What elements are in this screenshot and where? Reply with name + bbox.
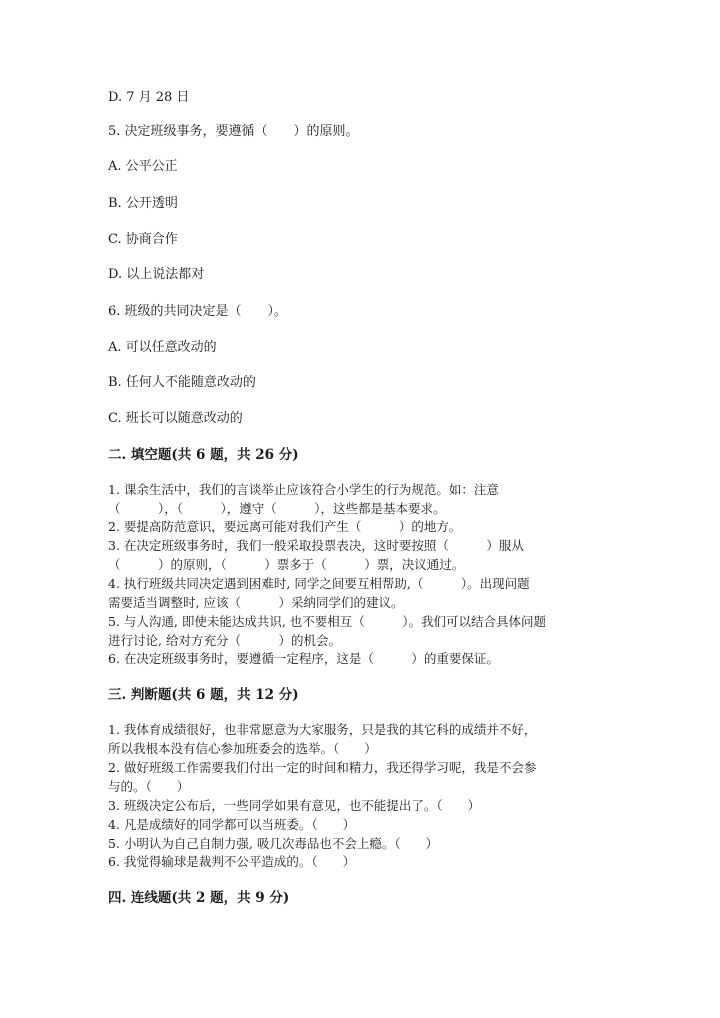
q5-stem: 5. 决定班级事务，要遵循（ ）的原则。 bbox=[108, 124, 359, 139]
fill-in-line: 6. 在决定班级事务时，要遵循一定程序，这是（ ）的重要保证。 bbox=[108, 651, 499, 666]
section-heading-fill-in: 二. 填空题(共 6 题，共 26 分) bbox=[108, 447, 299, 463]
q6-stem: 6. 班级的共同决定是（ ）。 bbox=[108, 304, 288, 319]
q5-option-c: C. 协商合作 bbox=[108, 232, 178, 247]
true-false-line: 1. 我体育成绩很好，也非常愿意为大家服务，只是我的其它科的成绩并不好， bbox=[108, 722, 537, 737]
q6-option-a: A. 可以任意改动的 bbox=[108, 340, 217, 355]
fill-in-line: 1. 课余生活中，我们的言谈举止应该符合小学生的行为规范。如：注意 bbox=[108, 482, 499, 497]
section-heading-true-false: 三. 判断题(共 6 题，共 12 分) bbox=[108, 687, 299, 703]
q5-option-d: D. 以上说法都对 bbox=[108, 267, 205, 282]
true-false-line: 2. 做好班级工作需要我们付出一定的时间和精力，我还得学习呢，我是不会参 bbox=[108, 760, 537, 775]
true-false-line: 6. 我觉得输球是裁判不公平造成的。（ ） bbox=[108, 854, 356, 869]
q6-option-b: B. 任何人不能随意改动的 bbox=[108, 375, 256, 390]
q4-option-d: D. 7 月 28 日 bbox=[108, 90, 190, 105]
q5-option-a: A. 公平公正 bbox=[108, 159, 178, 174]
true-false-line: 3. 班级决定公布后，一些同学如果有意见，也不能提出了。（ ） bbox=[108, 798, 481, 813]
fill-in-line: （ ），（ ），遵守（ ），这些都是基本要求。 bbox=[108, 501, 446, 516]
q5-option-b: B. 公开透明 bbox=[108, 196, 178, 211]
fill-in-line: 5. 与人沟通, 即使未能达成共识, 也不要相互（ ）。我们可以结合具体问题 bbox=[108, 614, 547, 629]
true-false-line: 4. 凡是成绩好的同学都可以当班委。（ ） bbox=[108, 817, 356, 832]
fill-in-line: 需要适当调整时, 应该（ ）采纳同学们的建议。 bbox=[108, 595, 404, 610]
fill-in-line: 进行讨论, 给对方充分（ ）的机会。 bbox=[108, 633, 341, 648]
true-false-line: 与的。（ ） bbox=[108, 779, 190, 794]
true-false-line: 5. 小明认为自己自制力强, 吸几次毒品也不会上瘾。（ ） bbox=[108, 836, 439, 851]
q6-option-c: C. 班长可以随意改动的 bbox=[108, 411, 243, 426]
fill-in-line: （ ）的原则，（ ）票多于（ ）票，决议通过。 bbox=[108, 557, 465, 572]
true-false-line: 所以我根本没有信心参加班委会的选举。（ ） bbox=[108, 741, 377, 756]
fill-in-line: 4. 执行班级共同决定遇到困难时, 同学之间要互相帮助,（ ）。出现问题 bbox=[108, 576, 530, 591]
fill-in-line: 3. 在决定班级事务时，我们一般采取投票表决，这时要按照（ ）服从 bbox=[108, 538, 524, 553]
fill-in-line: 2. 要提高防范意识，要远离可能对我们产生（ ）的地方。 bbox=[108, 519, 462, 534]
section-heading-matching: 四. 连线题(共 2 题，共 9 分) bbox=[108, 890, 290, 906]
